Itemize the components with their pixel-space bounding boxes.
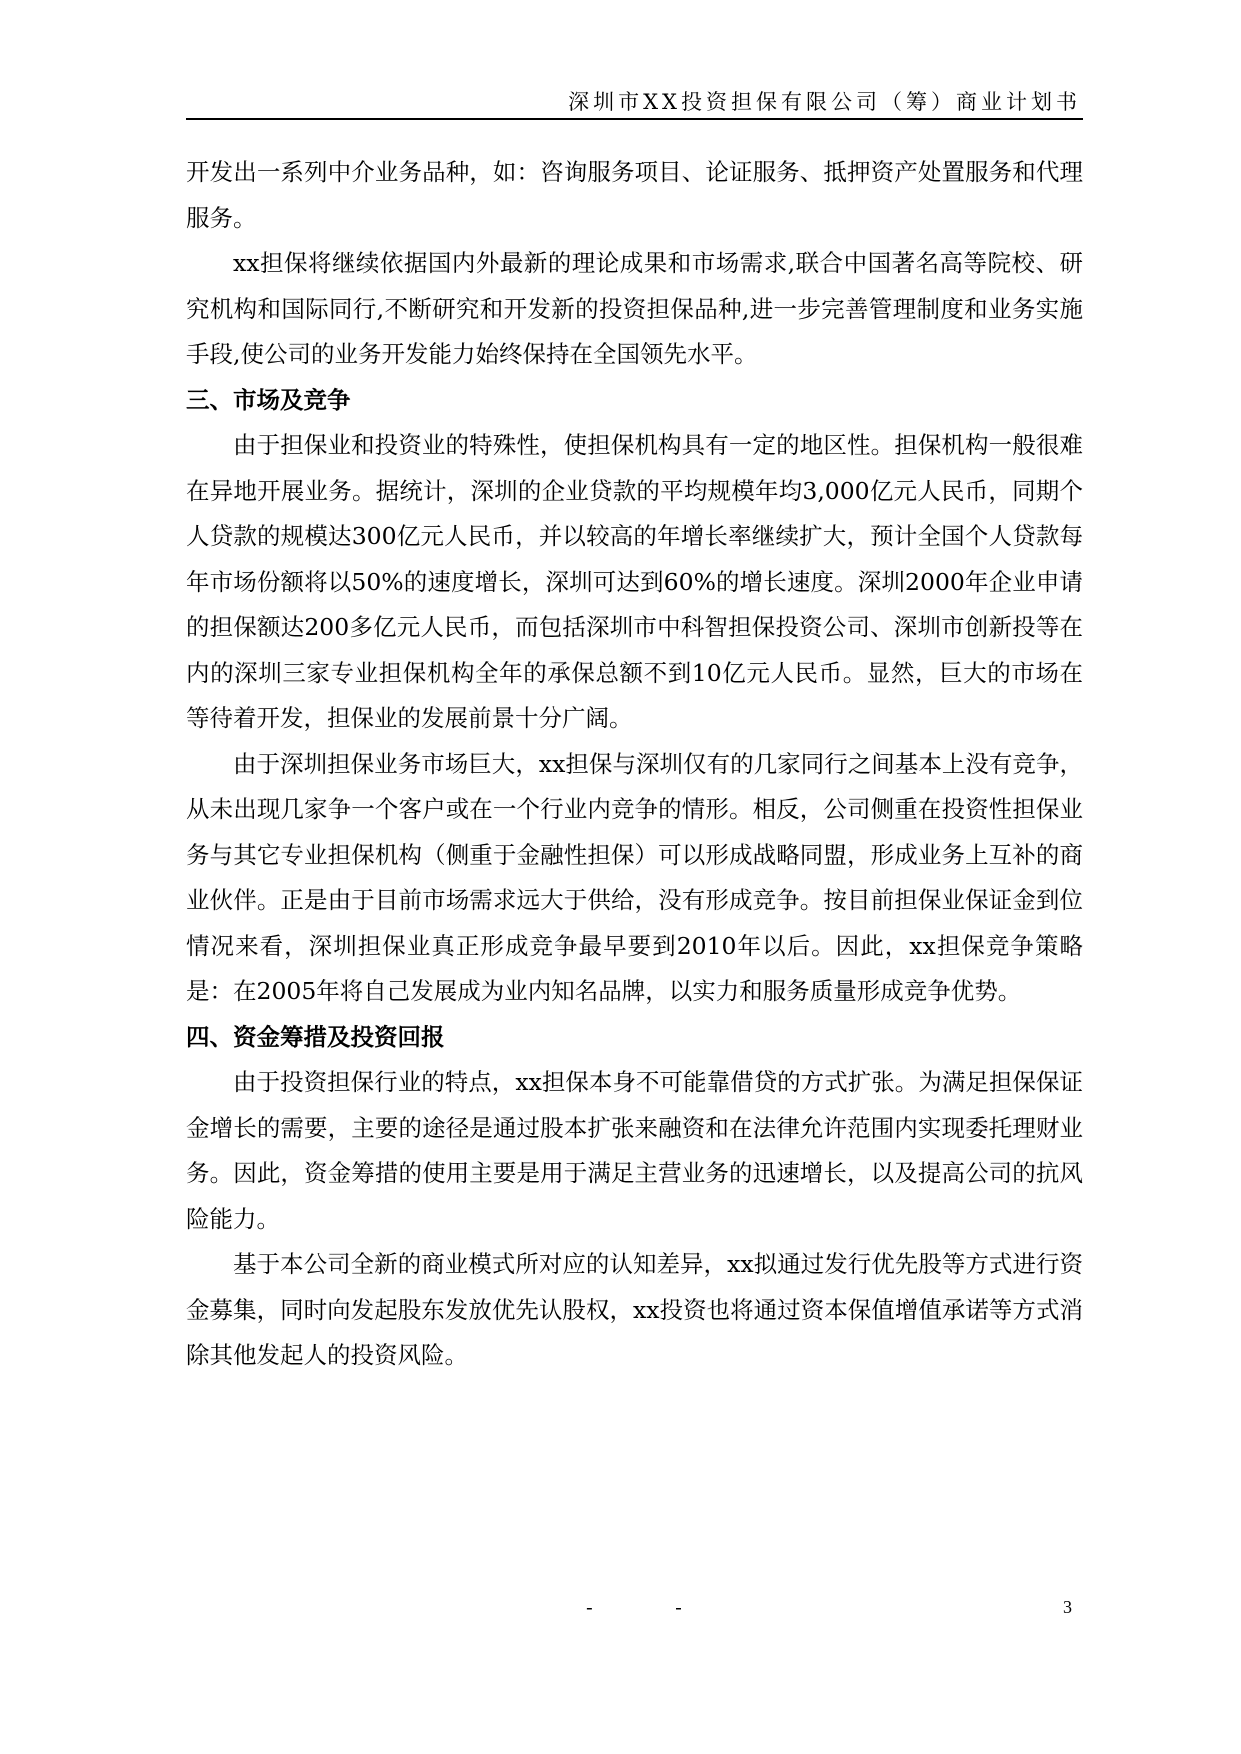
paragraph-product-development: xx担保将继续依据国内外最新的理论成果和市场需求,联合中国著名高等院校、研究机构和国际同行,不断研究和开发新的投资担保品种,进一步完善管理制度和业务实施手段,使公司的业务开发能力始终保持在全国领先水平。 bbox=[186, 249, 1083, 368]
page-number: 3 bbox=[1063, 1597, 1072, 1617]
paragraph-funding-needs: 由于投资担保行业的特点，xx担保本身不可能靠借贷的方式扩张。为满足担保保证金增长的需要，主要的途径是通过股本扩张来融资和在法律允许范围内实现委托理财业务。因此，资金筹措的使用主要是用于满足主营业务的迅速增长，以及提高公司的抗风险能力。 bbox=[186, 1068, 1083, 1233]
paragraph-competition: 由于深圳担保业务市场巨大，xx担保与深圳仅有的几家同行之间基本上没有竞争，从未出现几家争一个客户或在一个行业内竞争的情形。相反，公司侧重在投资性担保业务与其它专业担保机构（侧重于金融性担保）可以形成战略同盟，形成业务上互补的商业伙伴。正是由于目前市场需求远大于供给，没有形成竞争。按目前担保业保证金到位情况来看，深圳担保业真正形成竞争最早要到2010年以后。因此，xx担保竞争策略是：在2005年将自己发展成为业内知名品牌，以实力和服务质量形成竞争优势。 bbox=[186, 749, 1083, 1005]
document-title: 深圳市XX投资担保有限公司（筹）商业计划书 bbox=[568, 90, 1081, 114]
page-header bbox=[186, 82, 1083, 120]
paragraph-fundraising-method: 基于本公司全新的商业模式所对应的认知差异，xx拟通过发行优先股等方式进行资金募集，同时向发起股东发放优先认股权，xx投资也将通过资本保值增值承诺等方式消除其他发起人的投资风险。 bbox=[186, 1250, 1083, 1369]
section-heading-funding: 四、资金筹措及投资回报 bbox=[186, 1022, 445, 1051]
section-heading-market: 三、市场及竞争 bbox=[186, 385, 351, 414]
paragraph-intermediary-services: 开发出一系列中介业务品种，如：咨询服务项目、论证服务、抵押资产处置服务和代理服务。 bbox=[186, 158, 1083, 232]
document-body bbox=[186, 150, 1083, 1379]
footer-marks: - - bbox=[586, 1595, 720, 1619]
paragraph-market-size: 由于担保业和投资业的特殊性，使担保机构具有一定的地区性。担保机构一般很难在异地开展业务。据统计，深圳的企业贷款的平均规模年均3,000亿元人民币，同期个人贷款的规模达300亿元人民币，并以较高的年增长率继续扩大，预计全国个人贷款每年市场份额将以50%的速度增长，深圳可达到60%的增长速度。深圳2000年企业申请的担保额达200多亿元人民币，而包括深圳市中科智担保投资公司、深圳市创新投等在内的深圳三家专业担保机构全年的承保总额不到10亿元人民币。显然，巨大的市场在等待着开发，担保业的发展前景十分广阔。 bbox=[186, 431, 1083, 732]
